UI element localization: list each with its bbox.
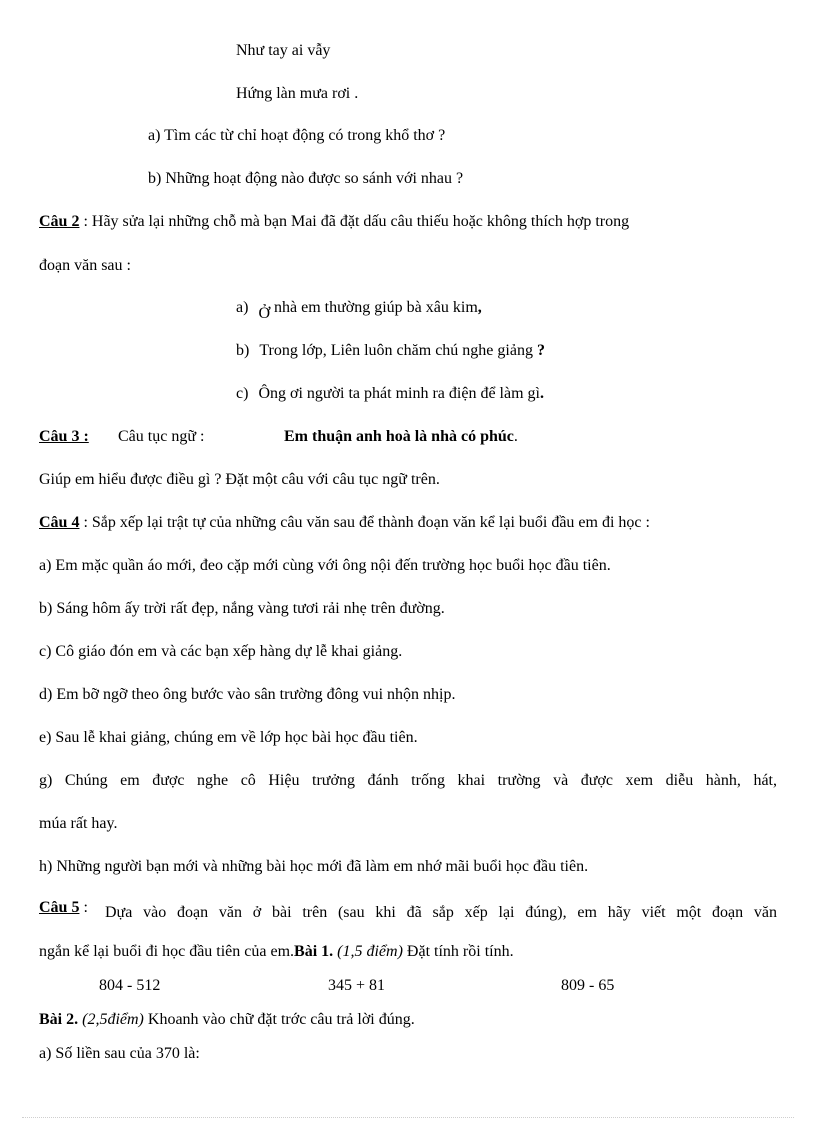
bai2-score: (2,5điểm) [78,1011,144,1028]
bai2-part-a: a) Số liền sau của 370 là: [39,1045,200,1062]
q5-text2: ngắn kể lại buổi đi học đầu tiên của em. [39,943,295,960]
q3-proverb-line [284,427,518,447]
q2-item-c-marker: c) [236,385,249,402]
q5-label-wrap [39,898,88,918]
q2-item-c [236,384,544,404]
math-expr-2: 345 + 81 [328,977,386,994]
math-expr-1: 804 - 512 [99,977,161,994]
q2-item-a [236,298,482,322]
q2-item-b [236,341,545,361]
q5-label: Câu 5 [39,899,80,916]
bai2-text: Khoanh vào chữ đặt trớc câu trả lời đúng. [143,1011,415,1028]
q4-item-g: g) Chúng em được nghe cô Hiệu trưởng đánh trống khai trường và được xem diễu hành, hát, [39,772,777,789]
q2-label: Câu 2 [39,213,80,230]
q2-item-a-marker: a) [236,299,249,316]
q4-text: : Sắp xếp lại trật tự của những câu văn sau để thành đoạn văn kể lại buổi đầu em đi học : [79,514,650,531]
bai1-label: Bài 1. [294,943,334,960]
q2-item-a-lead: Ở [258,305,270,322]
q2-item-b-marker: b) [236,342,250,359]
q3-end: . [513,428,518,445]
q1-part-b: b) Những hoạt động nào được so sánh với nhau ? [148,170,464,187]
poem-line-2: Hứng làn mưa rơi . [236,85,359,102]
bai1-text: Đặt tính rồi tính. [402,943,514,960]
q4-item-h: h) Những người bạn mới và những bài học mới đã làm em nhớ mãi buổi học đầu tiên. [39,858,589,875]
bai2-heading [39,1010,415,1030]
q5-colon: : [79,899,88,916]
q5-text: Dựa vào đoạn văn ở bài trên (sau khi đã sắp xếp lại đúng), em hãy viết một đoạn văn [105,904,777,921]
q1-part-a: a) Tìm các từ chỉ hoạt động có trong khổ thơ ? [148,127,446,144]
q4-item-c: c) Cô giáo đón em và các bạn xếp hàng dự lễ khai giảng. [39,643,403,660]
q2-item-a-punct: , [477,299,482,316]
q2-heading [39,212,629,232]
q4-item-b: b) Sáng hôm ấy trời rất đẹp, nắng vàng tươi rải nhẹ trên đường. [39,600,445,617]
q2-item-a-text: nhà em thường giúp bà xâu kim [270,299,478,316]
q2-text: : Hãy sửa lại những chỗ mà bạn Mai đã đặt dấu câu thiếu hoặc không thích hợp trong [79,213,630,230]
q3-heading [39,427,89,447]
q2-item-c-punct: . [539,385,544,402]
q3-text: Giúp em hiểu được điều gì ? Đặt một câu với câu tục ngữ trên. [39,471,440,488]
q3-prefix: Câu tục ngữ : [118,428,205,445]
q4-item-g-cont: múa rất hay. [39,815,118,832]
q4-heading [39,513,650,533]
math-expr-3: 809 - 65 [561,977,615,994]
q3-proverb: Em thuận anh hoà là nhà có phúc [284,428,514,445]
poem-line-1: Như tay ai vẫy [236,42,331,59]
q4-item-d: d) Em bỡ ngỡ theo ông bước vào sân trường đông vui nhộn nhịp. [39,686,456,703]
q2-item-c-text: Ông ơi người ta phát minh ra điện để làm gì [258,385,540,402]
q3-label: Câu 3 : [39,428,89,445]
q4-item-a: a) Em mặc quần áo mới, đeo cặp mới cùng với ông nội đến trường học buổi học đầu tiên. [39,557,611,574]
q2-item-b-punct: ? [536,342,545,359]
q4-label: Câu 4 [39,514,80,531]
bai2-label: Bài 2. [39,1011,79,1028]
q4-item-e: e) Sau lễ khai giảng, chúng em về lớp học bài học đầu tiên. [39,729,418,746]
q2-item-b-text: Trong lớp, Liên luôn chăm chú nghe giảng [259,342,537,359]
page-footer-rule [22,1117,794,1118]
bai1-score: (1,5 điểm) [333,943,403,960]
q2-text-cont: đoạn văn sau : [39,257,131,274]
q5-text-cont [39,942,514,962]
